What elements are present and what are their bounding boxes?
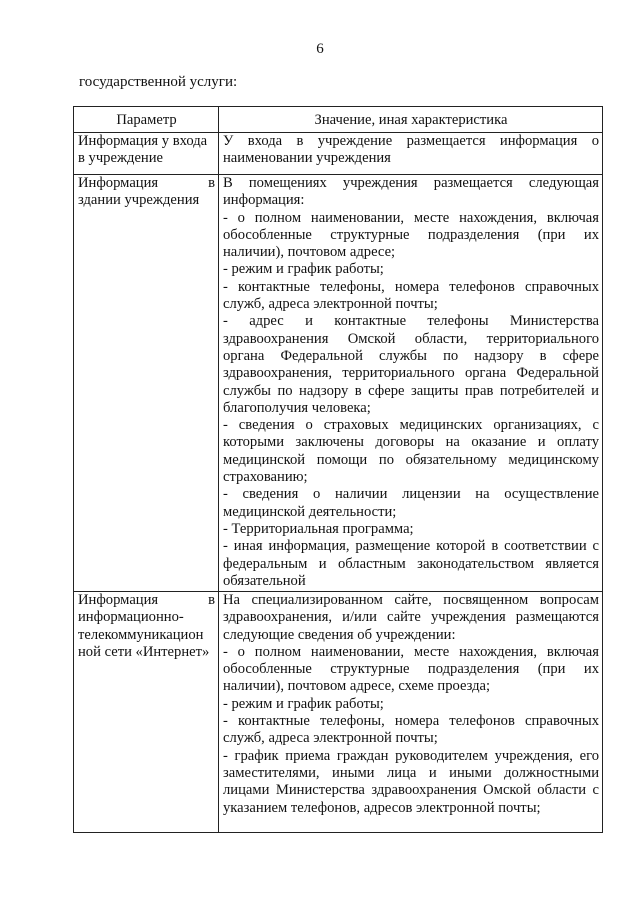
header-parameter: Параметр bbox=[74, 107, 219, 133]
value-line: органа Федеральной службы по надзору в сфере bbox=[223, 347, 599, 364]
value-line: - контактные телефоны, номера телефонов справочных bbox=[223, 713, 599, 730]
value-line: здравоохранения Омской области, территориального bbox=[223, 330, 599, 347]
param-line: информационно- bbox=[78, 609, 184, 626]
param-line: телекоммуникацион bbox=[78, 626, 204, 643]
value-line: - иная информация, размещение которой в соответствии с bbox=[223, 538, 599, 555]
value-line: служб, адреса электронной почты; bbox=[223, 296, 438, 313]
value-line: - график приема граждан руководителем учреждения, его bbox=[223, 747, 599, 764]
table-row bbox=[74, 175, 603, 592]
value-line: страхованию; bbox=[223, 469, 308, 486]
value-line: обособленные структурные подразделения (при их bbox=[223, 226, 599, 243]
value-line: - о полном наименовании, месте нахождения, включая bbox=[223, 209, 599, 226]
value-line: службы по надзору в сфере защиты прав потребителей и bbox=[223, 382, 599, 399]
param-line: Информация в bbox=[78, 592, 215, 608]
value-line: - адрес и контактные телефоны Министерства bbox=[223, 313, 599, 330]
value-line: здравоохранения, и/или сайте учреждения размещаются bbox=[223, 609, 599, 626]
value-line: благополучия человека; bbox=[223, 399, 371, 416]
services-info-table bbox=[73, 106, 603, 833]
value-line: обязательной bbox=[223, 572, 306, 589]
value-line: обособленные структурные подразделения (при их bbox=[223, 661, 599, 678]
param-line: Информация у входа bbox=[78, 133, 208, 149]
value-line: - режим и график работы; bbox=[223, 261, 384, 278]
value-line: У входа в учреждение размещается информация о bbox=[223, 133, 599, 149]
value-line: лицами Министерства здравоохранения Омской области с bbox=[223, 782, 599, 799]
table-row bbox=[74, 592, 603, 833]
value-line: информация: bbox=[223, 192, 305, 209]
value-line: указанием телефонов, адресов электронной почты; bbox=[223, 799, 541, 816]
value-line: - сведения о страховых медицинских организациях, с bbox=[223, 417, 599, 434]
page-number: 6 bbox=[316, 41, 324, 57]
param-line: Информация в bbox=[78, 175, 215, 191]
value-line: наличии), почтовом адресе; bbox=[223, 244, 396, 261]
value-line: следующие сведения об учреждении: bbox=[223, 626, 456, 643]
value-line: - контактные телефоны, номера телефонов справочных bbox=[223, 278, 599, 295]
param-cell bbox=[74, 592, 219, 833]
value-line: - о полном наименовании, месте нахождения, включая bbox=[223, 643, 599, 660]
value-line: заместителями, иными лица и иными должностными bbox=[223, 764, 599, 781]
value-line: наличии), почтовом адресе, схеме проезда; bbox=[223, 678, 491, 695]
intro-text: государственной услуги: bbox=[79, 74, 238, 90]
param-cell bbox=[74, 133, 219, 175]
param-line: здании учреждения bbox=[78, 192, 200, 209]
value-cell bbox=[219, 592, 603, 833]
value-line: медицинской помощи по обязательному медицинскому bbox=[223, 451, 599, 468]
value-line: - Территориальная программа; bbox=[223, 520, 414, 537]
value-line: На специализированном сайте, посвященном вопросам bbox=[223, 592, 599, 608]
value-line: медицинской деятельности; bbox=[223, 503, 397, 520]
param-line: в учреждение bbox=[78, 150, 164, 167]
table-row bbox=[74, 133, 603, 175]
param-cell bbox=[74, 175, 219, 592]
param-line: ной сети «Интернет» bbox=[78, 643, 210, 660]
value-cell bbox=[219, 133, 603, 175]
value-line: которыми заключены договоры на оказание и оплату bbox=[223, 434, 599, 451]
value-line: наименовании учреждения bbox=[223, 150, 391, 167]
value-line: - режим и график работы; bbox=[223, 695, 384, 712]
value-cell bbox=[219, 175, 603, 592]
value-line: В помещениях учреждения размещается следующая bbox=[223, 175, 599, 191]
value-line: здравоохранения, территориального органа Федеральной bbox=[223, 365, 599, 382]
header-value: Значение, иная характеристика bbox=[219, 107, 603, 133]
value-line: федеральным и областным законодательством является bbox=[223, 555, 599, 572]
value-line: - сведения о наличии лицензии на осуществление bbox=[223, 486, 599, 503]
table-header-row bbox=[74, 107, 603, 133]
value-line: служб, адреса электронной почты; bbox=[223, 730, 438, 747]
